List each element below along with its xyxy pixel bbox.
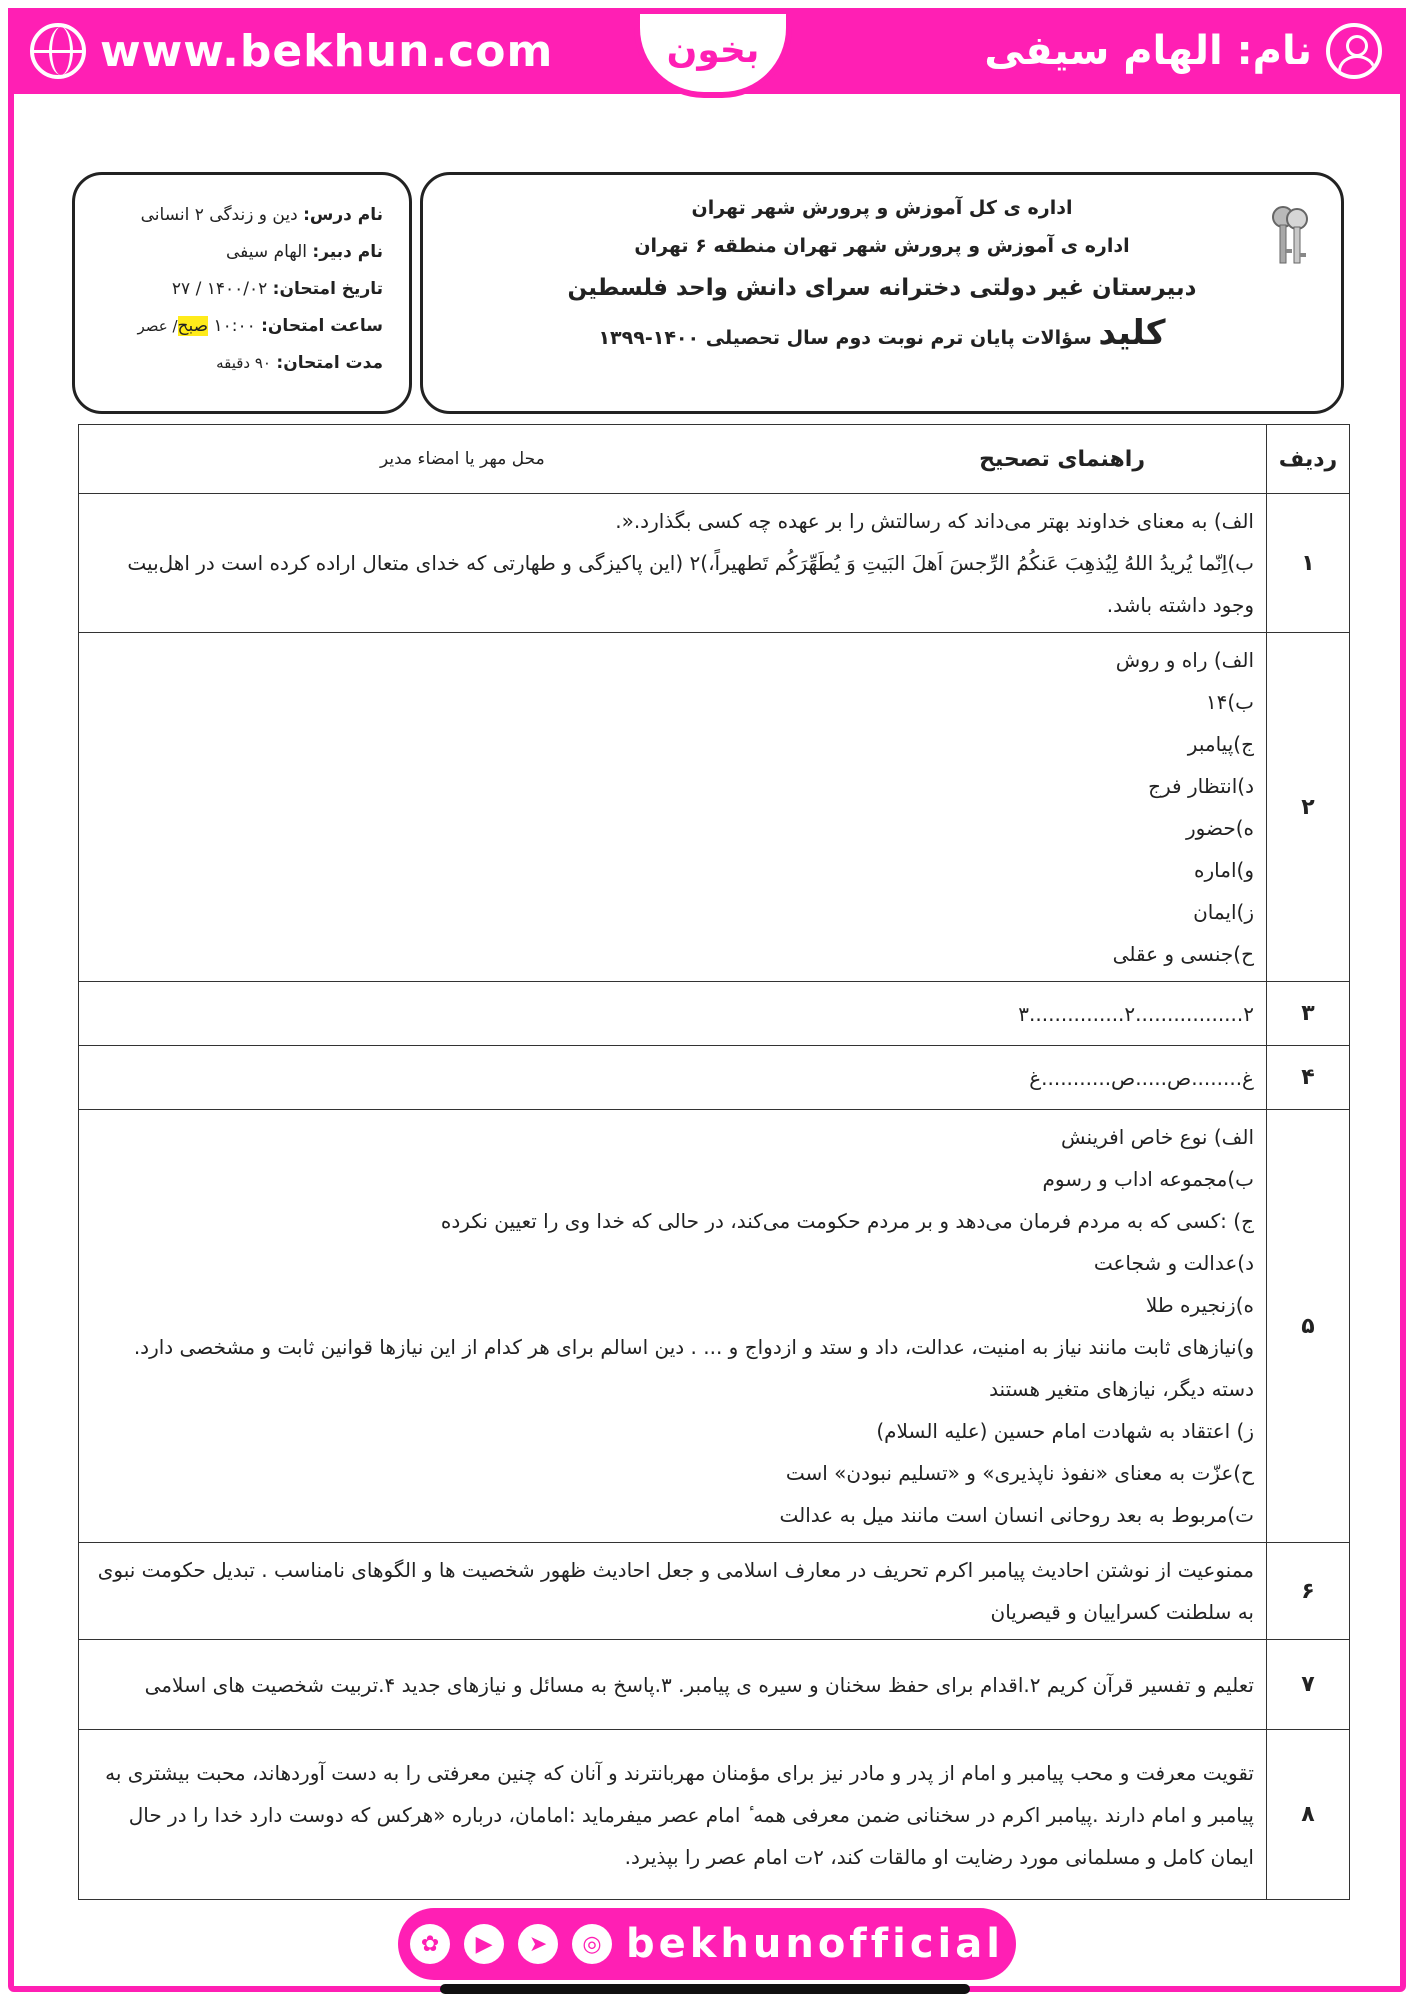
answer-line: ت)مربوط به بعد روحانی انسان است مانند میل به عدالت [779,1503,1254,1527]
header-line-1: اداره ی کل آموزش و پرورش شهر تهران [691,197,1073,219]
table-row [79,1543,1350,1640]
answer-line: ب)۱۴ [1205,690,1254,714]
row-number: ۳ [1267,982,1350,1046]
table-row [79,1110,1350,1543]
table-row [79,1046,1350,1110]
answer-key-label: کلید [1098,313,1166,353]
answer-line: ب)مجموعه اداب و رسوم [1042,1167,1254,1191]
answer-line: ه)حضور [1186,816,1254,840]
answer-cell [79,1543,1267,1640]
table-header [79,425,1350,494]
brand-logo: بخون [634,8,792,98]
exam-title-text: سؤالات پایان ترم نوبت دوم سال تحصیلی ۱۴۰۰-۱۳۹۹ [598,327,1092,349]
answer-line: ممنوعیت از نوشتن احادیث پیامبر اکرم تحریف در معارف اسلامی و جعل احادیث ظهور شخصیت ها و الگوهای نامناسب . تبدیل حکومت نبوی به سلطنت کسراییان و قیصریان [97,1558,1254,1624]
time-line: ساعت امتحان: ۱۰:۰۰ صبح/ عصر [137,316,383,336]
table-row [79,494,1350,633]
aparat-icon[interactable]: ✿ [410,1924,450,1964]
answer-cell [79,1640,1267,1730]
table-row [79,982,1350,1046]
answer-line: و)نیازهای ثابت مانند نیاز به امنیت، عدالت، داد و ستد و ازدواج و ... . دین اسالم برای هر کدام از این نیازها قوانین ثابت و مشخصی دارد. دسته دیگر، نیازهای متغیر هستند [133,1335,1254,1401]
exam-info [72,172,412,414]
answer-line: تعلیم و تفسیر قرآن کریم ۲.اقدام برای حفظ سخنان و سیره ی پیامبر. ۳.پاسخ به مسائل و نیازهای جدید ۴.تربیت شخصیت های اسلامی [144,1672,1254,1697]
student-name-text: نام: الهام سیفی [984,28,1312,74]
answer-cell [79,982,1267,1046]
answer-cell [79,494,1267,633]
answer-cell [79,633,1267,982]
answer-line: الف) به معنای خداوند بهتر می‌داند که رسالتش را بر عهده چه کسی بگذارد.«. [615,509,1254,533]
answer-line: غ........ص.....ص...........غ [1029,1065,1254,1090]
answer-line: ج) :کسی که به مردم فرمان می‌دهد و بر مردم حکومت می‌کند، در حالی که خدا وی را تعیین نکرده [440,1209,1254,1233]
answer-line: و)اماره [1194,858,1254,882]
answer-line: ز)ایمان [1193,900,1254,924]
answer-line: ز) اعتقاد به شهادت امام حسین (علیه السلام) [876,1419,1254,1443]
answer-line: ح)جنسی و عقلی [1112,942,1254,966]
answer-line: الف) نوع خاص افرینش [1061,1125,1254,1149]
answer-cell [79,1046,1267,1110]
row-number: ۱ [1267,494,1350,633]
row-number: ۵ [1267,1110,1350,1543]
header-line-2: اداره ی آموزش و پرورش شهر تهران منطقه ۶ تهران [634,235,1130,257]
telegram-icon[interactable]: ➤ [518,1924,558,1964]
social-bar[interactable] [398,1908,1016,1980]
row-number: ۴ [1267,1046,1350,1110]
answer-line: د)عدالت و شجاعت [1093,1251,1254,1275]
social-handle[interactable]: bekhunofficial [626,1921,1004,1967]
answer-cell [79,1730,1267,1900]
teacher-line: نام دبیر: الهام سیفی [226,242,383,262]
answer-line: ه)زنجیره طلا [1145,1293,1254,1317]
website-text[interactable]: www.bekhun.com [100,25,554,77]
table-row [79,633,1350,982]
subject-line: نام درس: دین و زندگی ۲ انسانی [140,205,383,225]
answer-line: ج)پیامبر [1187,732,1254,756]
table-row [79,1640,1350,1730]
school-header [420,172,1344,414]
youtube-icon[interactable]: ▶ [464,1924,504,1964]
answer-line: ب)اِنّما یُریدُ اللهُ لِیُذهِبَ عَنکُمُ الرِّجسَ اَهلَ البَیتِ وَ یُطَهِّرَکُم تَطهیراً،)۲ (این پاکیزگی و طهارتی که خدای متعال اراده کرده است در اهل‌بیت وجود داشته باشد. [127,551,1254,617]
answer-line: الف) راه و روش [1115,648,1254,672]
row-number: ۶ [1267,1543,1350,1640]
morning-highlight: صبح [177,316,209,336]
school-name: دبیرستان غیر دولتی دخترانه سرای دانش واحد فلسطین [567,275,1197,301]
row-number: ۲ [1267,633,1350,982]
col-guide: راهنمای تصحیح محل مهر یا امضاء مدیر [79,425,1267,494]
instagram-icon[interactable]: ◎ [572,1924,612,1964]
footer-shadow [440,1984,970,1994]
date-line: تاریخ امتحان: ۱۴۰۰/۰۲ / ۲۷ [171,279,383,299]
answer-line: ۲.................۲...............۳ [1018,1001,1254,1026]
col-seal: محل مهر یا امضاء مدیر [380,449,545,469]
row-number: ۷ [1267,1640,1350,1730]
exam-title [423,313,1341,353]
col-row: ردیف [1267,425,1350,494]
row-number: ۸ [1267,1730,1350,1900]
duration-line: مدت امتحان: ۹۰ دقیقه [216,353,383,373]
answer-line: تقویت معرفت و محب پیامبر و امام از پدر و مادر نیز برای مؤمنان مهربانترند و آنان که چنین معرفتی را به دست آوردهاند، محبت بیشتری به پیامبر و امام دارند .پیامبر اکرم در سخنانی ضمن معرفی همه ٔ امام عصر میفرماید :امامان، درباره «هرکس که دوست دارد خدا را در حال ایمان کامل و مسلمانی مورد رضایت او مالقات کند، ۲ت امام عصر را بپذیرد. [105,1760,1254,1869]
answer-line: د)انتظار فرج [1148,774,1254,798]
table-row [79,1730,1350,1900]
answer-table [78,424,1350,1900]
answer-cell [79,1110,1267,1543]
answer-line: ح)عزّت به معنای «نفوذ ناپذیری» و «تسلیم نبودن» است [785,1461,1254,1485]
